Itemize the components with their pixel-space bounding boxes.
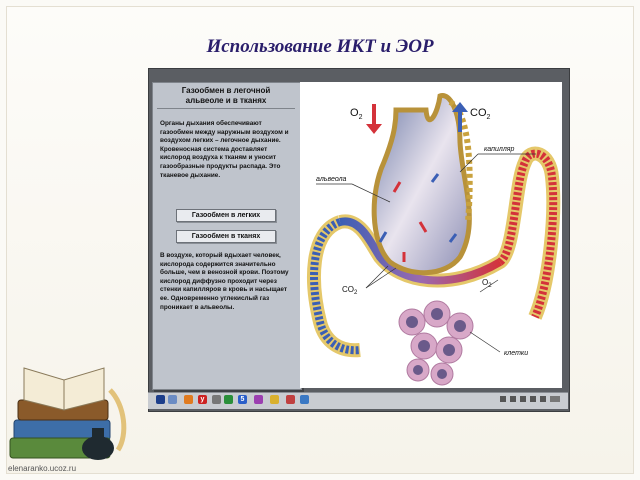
tissue-exchange-button[interactable]: Газообмен в тканях <box>176 230 276 243</box>
tissue-cells <box>399 301 473 385</box>
cells-label: клетки <box>504 350 529 357</box>
yandex-icon[interactable]: y <box>198 395 207 404</box>
tray-area <box>500 395 562 406</box>
alveola-label: альвеола <box>316 176 347 183</box>
media-icon[interactable] <box>184 395 193 404</box>
lung-exchange-button[interactable]: Газообмен в легких <box>176 209 276 222</box>
word-icon[interactable] <box>254 395 263 404</box>
books-svg <box>0 350 150 470</box>
diagram-svg <box>300 82 562 388</box>
app-icon[interactable] <box>212 395 221 404</box>
co2-top-label: CO <box>470 107 487 119</box>
co2-top-sub: 2 <box>486 114 491 121</box>
panel-detail-text: В воздухе, который вдыхает человек, кислорода содержится значительно больше, чем в венозной крови. Поэтому кислород диффузно проходит через стенки капилляров в кровь и насыщает ее. Одновременно углекислый газ проникает в альвеолы. <box>160 252 289 311</box>
o2-top-sub: 2 <box>358 114 363 121</box>
tray-icons <box>500 395 562 404</box>
watermark: elenaranko.ucoz.ru <box>8 464 77 473</box>
books-ink-illustration <box>0 350 150 475</box>
co2-low-label: CO <box>342 285 354 294</box>
browser-icon[interactable] <box>286 395 295 404</box>
start-icon[interactable] <box>156 395 165 404</box>
svg-text:O2 <box>350 107 363 121</box>
o2-low-sub: 2 <box>488 283 492 289</box>
o2-in-arrow <box>366 104 382 134</box>
panel-title: Газообмен в легочной альвеоле и в тканях <box>157 86 295 109</box>
o2-low-label: O <box>482 278 489 287</box>
panel-intro-text: Органы дыхания обеспечивают газообмен между наружным воздухом и воздухом легких – легочное дыхание. Кровеносная система доставляет кислород воздуха к тканям и уносит газообразные продукты распада. Это тканевое дыхание. <box>160 120 289 179</box>
slide-title: Использование ИКТ и ЭОР <box>206 36 434 57</box>
capillary-label: капилляр <box>484 146 515 153</box>
app5-icon[interactable]: 5 <box>238 395 247 404</box>
o2-top-label: O <box>350 107 359 119</box>
svg-text:CO2 <box>470 107 491 121</box>
co2-low-sub: 2 <box>354 290 358 296</box>
gas-exchange-diagram <box>300 82 562 388</box>
svg-text:CO2 <box>342 285 358 296</box>
folder-icon[interactable] <box>270 395 279 404</box>
network-icon[interactable] <box>300 395 309 404</box>
alveolus <box>374 95 469 272</box>
skype-icon[interactable] <box>224 395 233 404</box>
explorer-icon[interactable] <box>168 395 177 404</box>
